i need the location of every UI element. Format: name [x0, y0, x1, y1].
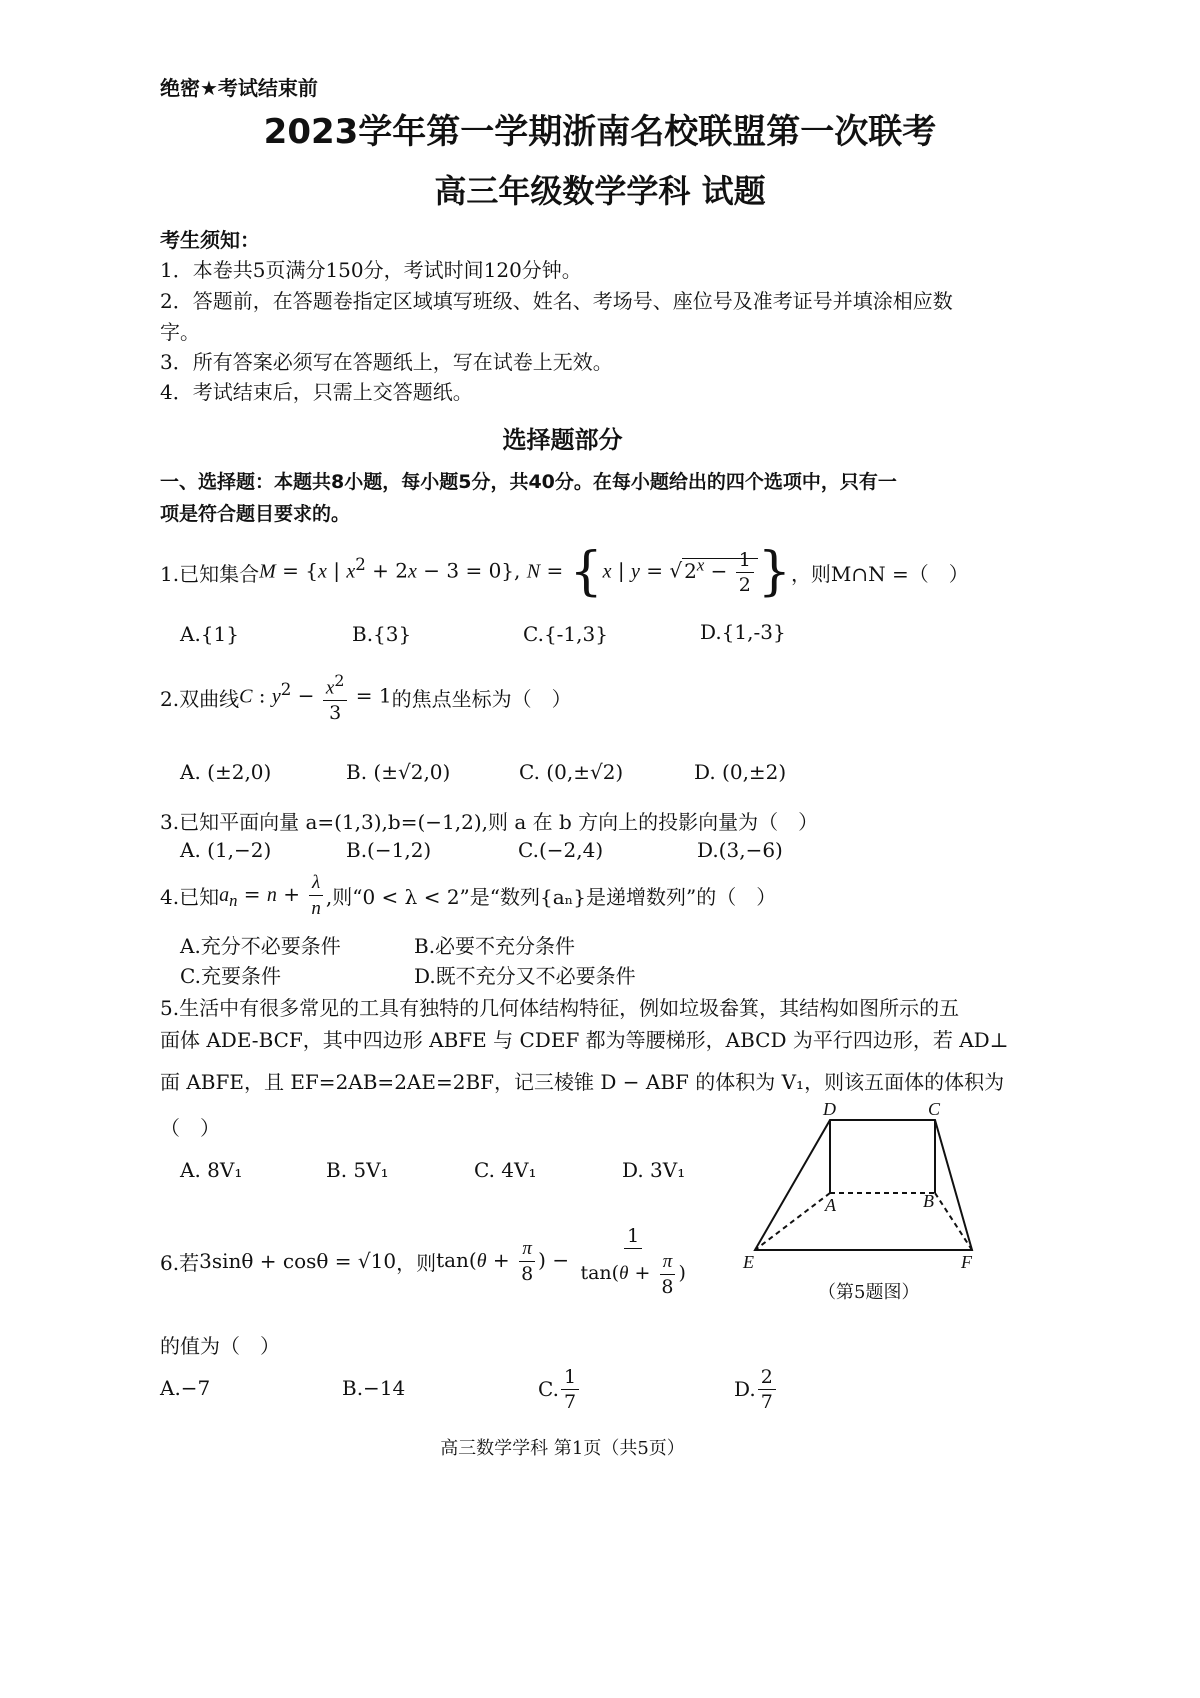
q2-suffix: 的焦点坐标为（ ）: [391, 686, 572, 711]
q5-option-a: A. 8V₁: [180, 1158, 243, 1182]
q4-prefix: 4.已知: [160, 884, 220, 909]
q3-option-b: B.(−1,2): [346, 838, 432, 862]
q6-formula: tan(θ + $\frac{\pi}{8}$ ) − 1 tan(θ + $\frac{\pi}{8}$ ): [436, 1224, 686, 1298]
q6-suffix: 的值为（ ）: [160, 1334, 280, 1358]
confidential-label: 绝密★考试结束前: [160, 76, 318, 100]
q1-formula: M = {x | $x^2 + 2x - 3 = 0$}, N = {x | y = √ $2^x$ − $\frac{1}{2}$ }: [259, 542, 791, 602]
question-2: [160, 666, 572, 728]
q5-answer-blank: （ ）: [160, 1116, 220, 1140]
q1-option-c: C.{-1,3}: [523, 622, 608, 646]
fig-label-a: A: [825, 1195, 836, 1215]
q4-suffix: ,则“0 < λ < 2”是“数列{aₙ}是递增数列”的（ ）: [325, 884, 777, 909]
q2-option-d: D. (0,±2): [694, 760, 787, 784]
q6-mid: ，则: [396, 1250, 437, 1275]
q4-option-c: C.充要条件: [180, 964, 281, 988]
question-1: [160, 540, 969, 604]
fig-label-f: F: [961, 1252, 972, 1272]
q6-option-a: A.−7: [160, 1376, 211, 1400]
notice-item-2: 2．答题前，在答题卷指定区域填写班级、姓名、考场号、座位号及准考证号并填涂相应数: [160, 289, 953, 313]
question-3: 3.已知平面向量 a=(1,3),b=(−1,2),则 a 在 b 方向上的投影向量为（ ）: [160, 810, 819, 834]
q5-option-b: B. 5V₁: [326, 1158, 389, 1182]
notice-item-1: 1．本卷共5页满分150分，考试时间120分钟。: [160, 258, 582, 282]
section-instruction-2: 项是符合题目要求的。: [160, 503, 351, 525]
q6-option-c: [538, 1360, 581, 1418]
q6-option-b: B.−14: [342, 1376, 406, 1400]
q6-prefix: 6.若: [160, 1250, 200, 1275]
q4-formula: $a_n = n$ + $\frac{\lambda}{n}$: [219, 870, 326, 921]
notice-item-4: 4．考试结束后，只需上交答题纸。: [160, 380, 473, 404]
q4-option-a: A.充分不必要条件: [180, 934, 341, 958]
question-4: [160, 866, 776, 924]
q1-option-b: B.{3}: [352, 622, 412, 646]
exam-subtitle: 高三年级数学学科 试题: [434, 172, 766, 210]
q5-option-d: D. 3V₁: [622, 1158, 686, 1182]
notice-item-3: 3．所有答案必须写在答题纸上，写在试卷上无效。: [160, 350, 613, 374]
q3-option-a: A. (1,−2): [180, 838, 272, 862]
section-title: 选择题部分: [502, 426, 623, 454]
q6-option-d-label: D.: [734, 1377, 756, 1401]
q1-prefix: 1.已知集合: [160, 561, 260, 586]
q5-option-c: C. 4V₁: [474, 1158, 537, 1182]
fig-label-e: E: [743, 1252, 754, 1272]
q2-formula: C : $y^2$ − $\frac{x^2}{3}$ = 1: [239, 670, 392, 725]
q6-option-c-fraction: $\frac{1}{7}$: [561, 1365, 579, 1414]
q6-option-d-fraction: $\frac{2}{7}$: [758, 1365, 776, 1414]
exam-title: 2023学年第一学期浙南名校联盟第一次联考: [263, 112, 937, 152]
q2-option-b: B. (±√2,0): [346, 760, 451, 784]
q1-option-d: D.{1,-3}: [700, 620, 786, 644]
fig-label-b: B: [923, 1191, 934, 1211]
notice-item-2-cont: 字。: [160, 320, 200, 344]
q5-figure-caption: （第5题图）: [818, 1282, 920, 1303]
page-footer: 高三数学学科 第1页（共5页）: [440, 1438, 685, 1459]
q4-option-b: B.必要不充分条件: [414, 934, 576, 958]
q2-option-c: C. (0,±√2): [519, 760, 624, 784]
fig-label-c: C: [928, 1099, 941, 1119]
fig-edge-ae: [755, 1193, 830, 1250]
question-5-line-3: 面 ABFE，且 EF=2AB=2AE=2BF，记三棱锥 D − ABF 的体积为 V₁，则该五面体的体积为: [160, 1070, 1005, 1094]
q1-suffix: ，则M∩N =（ ）: [790, 561, 969, 586]
fig-label-d: D: [823, 1099, 836, 1119]
notice-heading: 考生须知：: [160, 228, 260, 252]
question-5-line-2: 面体 ADE-BCF，其中四边形 ABFE 与 CDEF 都为等腰梯形，ABCD 为平行四边形，若 AD⊥: [160, 1028, 1009, 1052]
q2-prefix: 2.双曲线: [160, 686, 240, 711]
q2-option-a: A. (±2,0): [180, 760, 272, 784]
question-6: [160, 1215, 691, 1307]
fig-edge-bf: [935, 1193, 972, 1250]
q5-figure: [735, 1095, 995, 1280]
q4-option-d: D.既不充分又不必要条件: [414, 964, 636, 988]
q3-option-d: D.(3,−6): [697, 838, 783, 862]
q6-condition: 3sinθ + cosθ = √10: [199, 1249, 397, 1273]
q1-option-a: A.{1}: [180, 622, 239, 646]
q3-option-c: C.(−2,4): [518, 838, 604, 862]
question-5-line-1: 5.生活中有很多常见的工具有独特的几何体结构特征，例如垃圾畚箕，其结构如图所示的五: [160, 996, 960, 1020]
fig-edges-outer: [755, 1120, 972, 1250]
q6-option-c-label: C.: [538, 1377, 559, 1401]
section-instruction-1: 一、选择题：本题共8小题，每小题5分，共40分。在每小题给出的四个选项中，只有一: [160, 471, 897, 493]
q6-option-d: [734, 1360, 778, 1418]
